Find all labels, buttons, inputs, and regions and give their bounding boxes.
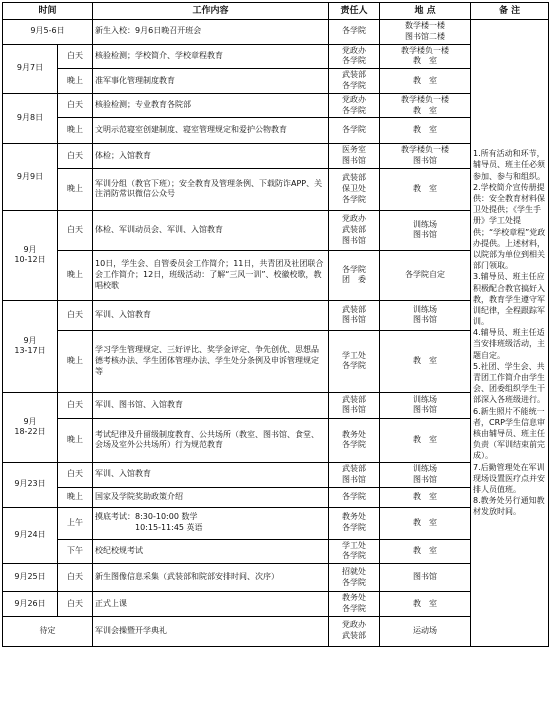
- table-row: [3, 300, 549, 330]
- period-cell: 白天: [58, 44, 93, 69]
- person-cell: 各学院: [329, 118, 380, 144]
- date-cell: 9月23日: [3, 462, 58, 507]
- table-row: [3, 210, 549, 250]
- date-cell: 9月8日: [3, 93, 58, 144]
- table-row: [3, 118, 549, 144]
- header-time: 时间: [3, 3, 93, 20]
- place-cell: 教 室: [380, 168, 471, 210]
- content-cell: 准军事化管理制度教育: [93, 69, 329, 94]
- remark-item: 6.新生照片不能统一者，CRP学生信息审核由辅导员、班主任负责（军训结束前完成）。: [473, 406, 546, 461]
- period-cell: 晚上: [58, 330, 93, 392]
- period-cell: 晚上: [58, 250, 93, 300]
- period-cell: 白天: [58, 144, 93, 169]
- content-cell: 军训分组（教官下班）；安全教育及管理条例、下载防诈APP、关注消防常识微信公众号: [93, 168, 329, 210]
- remark-item: 5.社团、学生会、共青团工作简介由学生会、团委组织学生干部深入各班级进行。: [473, 361, 546, 405]
- header-content: 工作内容: [93, 3, 329, 20]
- table-row: [3, 507, 549, 539]
- table-row: [3, 564, 549, 592]
- table-row: [3, 93, 549, 118]
- place-cell: 教 室: [380, 507, 471, 539]
- person-cell: 武装部 各学院: [329, 69, 380, 94]
- person-cell: 武装部 图书馆: [329, 462, 380, 487]
- content-cell: 学习学生管理规定、三好评比、奖学金评定、争先创优、思想品德考核办法、学生团体管理办法、学生处分条例及申诉管理规定等: [93, 330, 329, 392]
- person-cell: 各学院 团 委: [329, 250, 380, 300]
- table-row: [3, 487, 549, 507]
- person-cell: 医务室 图书馆: [329, 144, 380, 169]
- period-cell: 白天: [58, 592, 93, 617]
- place-cell: 教 室: [380, 539, 471, 564]
- content-cell: 国家及学院奖助政策介绍: [93, 487, 329, 507]
- remark-item: 4.辅导员、班主任适当安排班级活动，主题自定。: [473, 328, 546, 360]
- place-cell: 训练场 图书馆: [380, 392, 471, 418]
- place-cell: 运动场: [380, 616, 471, 646]
- table-row: [3, 144, 549, 169]
- date-cell: 待定: [3, 616, 93, 646]
- date-cell: 9月9日: [3, 144, 58, 211]
- header-place: 地 点: [380, 3, 471, 20]
- place-cell: 数学楼一楼 图书馆二楼: [380, 20, 471, 45]
- content-cell: 核验检测；学校简介、学校章程教育: [93, 44, 329, 69]
- content-cell: 摸底考试：8:30-10:00 数学 10:15-11:45 英语: [93, 507, 329, 539]
- period-cell: 晚上: [58, 118, 93, 144]
- date-cell: 9月24日: [3, 507, 58, 564]
- date-cell: 9月25日: [3, 564, 58, 592]
- period-cell: 晚上: [58, 69, 93, 94]
- content-cell: 军训、入馆教育: [93, 462, 329, 487]
- period-cell: 白天: [58, 300, 93, 330]
- content-cell: 校纪校规考试: [93, 539, 329, 564]
- place-cell: 教 室: [380, 118, 471, 144]
- schedule-page: [2, 2, 548, 698]
- date-cell: 9月26日: [3, 592, 58, 617]
- table-row: [3, 592, 549, 617]
- person-cell: 各学院: [329, 487, 380, 507]
- table-row: [3, 168, 549, 210]
- content-cell: 10日，学生会、自管委员会工作简介；11日，共青团及社团联合会工作简介；12日，班级活动：了解“三风一训”、校徽校歌，教唱校歌: [93, 250, 329, 300]
- content-cell: 体检；入馆教育: [93, 144, 329, 169]
- period-cell: 白天: [58, 392, 93, 418]
- date-cell: 9月5-6日: [3, 20, 93, 45]
- period-cell: 白天: [58, 564, 93, 592]
- period-cell: 上午: [58, 507, 93, 539]
- table-row: [3, 392, 549, 418]
- table-row: [3, 418, 549, 462]
- remarks-cell: [471, 20, 549, 647]
- table-row: [3, 462, 549, 487]
- content-cell: 正式上课: [93, 592, 329, 617]
- place-cell: 教 室: [380, 487, 471, 507]
- remark-item: 1.所有活动和环节，辅导员、班主任必须参加、参与和组织。: [473, 149, 546, 181]
- remark-item: 7.后勤管理处在军训现场设置医疗点并安排人员值班。: [473, 462, 546, 494]
- table-row: [3, 250, 549, 300]
- period-cell: 晚上: [58, 418, 93, 462]
- place-cell: 教 室: [380, 418, 471, 462]
- person-cell: 党政办 武装部 图书馆: [329, 210, 380, 250]
- period-cell: 白天: [58, 462, 93, 487]
- person-cell: 武装部 图书馆: [329, 392, 380, 418]
- place-cell: 训练场 图书馆: [380, 462, 471, 487]
- place-cell: 教学楼负一楼 图书馆: [380, 144, 471, 169]
- content-cell: 新生入校：9月6日晚召开班会: [93, 20, 329, 45]
- period-cell: 白天: [58, 93, 93, 118]
- table-header-row: [3, 3, 549, 20]
- header-remarks: 备 注: [471, 3, 549, 20]
- place-cell: 教 室: [380, 69, 471, 94]
- person-cell: 党政办 各学院: [329, 44, 380, 69]
- content-cell: 核验检测；专业教育各院部: [93, 93, 329, 118]
- table-row: [3, 539, 549, 564]
- table-row: [3, 20, 549, 45]
- table-row: [3, 330, 549, 392]
- period-cell: 晚上: [58, 168, 93, 210]
- period-cell: 白天: [58, 210, 93, 250]
- content-cell: 体检、军训动员会、军训、入馆教育: [93, 210, 329, 250]
- person-cell: 教务处 各学院: [329, 507, 380, 539]
- place-cell: 图书馆: [380, 564, 471, 592]
- content-cell: 军训会操暨开学典礼: [93, 616, 329, 646]
- period-cell: 下午: [58, 539, 93, 564]
- date-cell: 9月 10-12日: [3, 210, 58, 300]
- person-cell: 教务处 各学院: [329, 592, 380, 617]
- remark-item: 8.教务处另行通知教材发放时间。: [473, 496, 545, 517]
- orientation-schedule-table: [2, 2, 549, 647]
- person-cell: 学工处 各学院: [329, 539, 380, 564]
- place-cell: 训练场 图书馆: [380, 210, 471, 250]
- person-cell: 武装部 保卫处 各学院: [329, 168, 380, 210]
- date-cell: 9月7日: [3, 44, 58, 93]
- content-cell: 军训、入馆教育: [93, 300, 329, 330]
- date-cell: 9月 18-22日: [3, 392, 58, 462]
- content-cell: 军训、图书馆、入馆教育: [93, 392, 329, 418]
- place-cell: 训练场 图书馆: [380, 300, 471, 330]
- person-cell: 学工处 各学院: [329, 330, 380, 392]
- person-cell: 党政办 各学院: [329, 93, 380, 118]
- content-cell: 新生图像信息采集（武装部和院部安排时间、次序）: [93, 564, 329, 592]
- person-cell: 教务处 各学院: [329, 418, 380, 462]
- table-row: [3, 616, 549, 646]
- person-cell: 党政办 武装部: [329, 616, 380, 646]
- place-cell: 教学楼负一楼 教 室: [380, 93, 471, 118]
- remark-item: 3.辅导员、班主任应积极配合教官搞好入教，教育学生遵守军训纪律，全程跟踪军训。: [473, 272, 546, 327]
- person-cell: 各学院: [329, 20, 380, 45]
- table-row: [3, 69, 549, 94]
- content-cell: 考试纪律及升留级制度教育、公共场所（教室、图书馆、食堂、会场及室外公共场所）行为规范教育: [93, 418, 329, 462]
- place-cell: 教学楼负一楼 教 室: [380, 44, 471, 69]
- place-cell: 各学院自定: [380, 250, 471, 300]
- remark-item: 2.学校简介宣传册提供：安全教育材料保卫处提供；《学生手册》学工处提供；“学校章程”党政办提供。上述材料，以院部为单位到相关部门领取。: [473, 182, 546, 271]
- place-cell: 教 室: [380, 330, 471, 392]
- header-person: 责任人: [329, 3, 380, 20]
- content-cell: 文明示范寝室创建制度、寝室管理规定和爱护公物教育: [93, 118, 329, 144]
- table-row: [3, 44, 549, 69]
- person-cell: 招就处 各学院: [329, 564, 380, 592]
- place-cell: 教 室: [380, 592, 471, 617]
- period-cell: 晚上: [58, 487, 93, 507]
- date-cell: 9月 13-17日: [3, 300, 58, 392]
- person-cell: 武装部 图书馆: [329, 300, 380, 330]
